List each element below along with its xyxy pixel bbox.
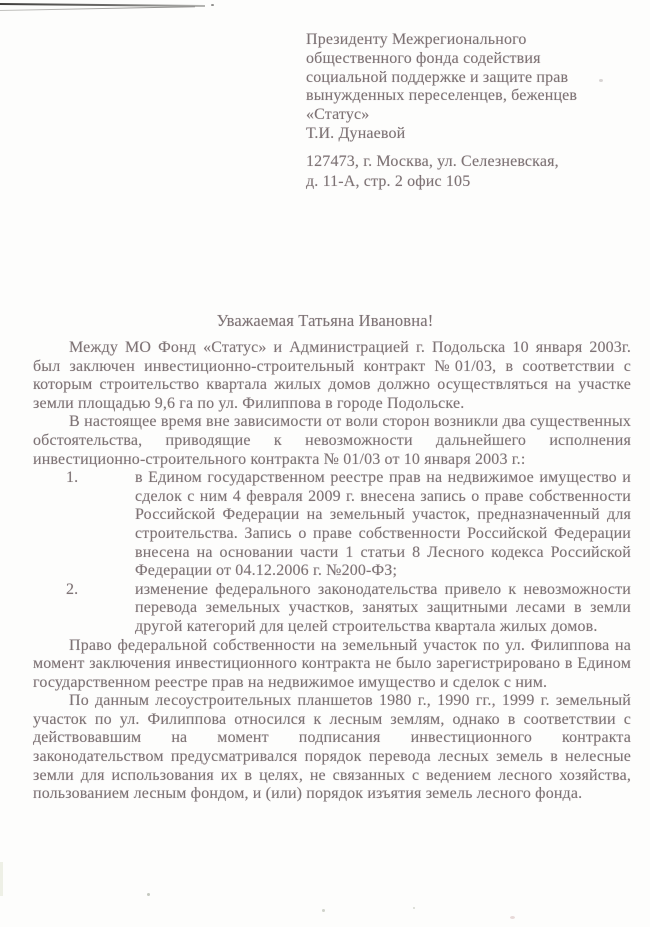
recipient-block (306, 31, 648, 144)
letter-body (33, 339, 631, 804)
recipient-line: общественного фонда содействия (306, 49, 541, 67)
scan-edge-tint (0, 862, 3, 896)
paragraph-forest-plans: По данным лесоустроительных планшетов 1980 г., 1990 гг., 1999 г. земельный участок по ул. Филиппова относился к лесным землям, однако в соответствии с действовавшим на момент подписания инвестиционного контракта законодательством предусматривался порядок перевода лесных земель в нелесные земли для использования их в целях, не связанных с ведением лесного хозяйства, пользованием лесным фондом, и (или) порядок изъятия земель лесного фонда. (33, 692, 631, 803)
list-item-2 (33, 581, 631, 637)
list-item-1 (33, 469, 631, 581)
recipient-line: Президенту Межрегионального (306, 31, 527, 48)
salutation: Уважаемая Татьяна Ивановна! (216, 311, 434, 330)
scan-speck (147, 893, 150, 896)
paragraph-federal-property: Право федеральной собственности на земельный участок по ул. Филиппова на момент заключения инвестиционного контракта не было зарегистрировано в Едином государственном реестре прав на недвижимое имущество и сделок с ним. (33, 636, 631, 691)
address-block (306, 152, 648, 191)
list-item-1-text: в Едином государственном реестре прав на недвижимое имущество и сделок с ним 4 февраля 2009 г. внесена запись о праве собственности Российской Федерации на земельный участок, предназначенный для строительства. Запись о праве собственности Российской Федерации внесена на основании части 1 статьи 8 Лесного кодекса Российской Федерации от 04.12.2006 г. №200-ФЗ; (135, 469, 631, 580)
address-line: д. 11-А, стр. 2 офис 105 (306, 172, 471, 190)
address-line: 127473, г. Москва, ул. Селезневская, (306, 153, 559, 170)
paragraph-contract-info: Между МО Фонд «Статус» и Администрацией г. Подольска 10 января 2003г. был заключен инвестиционно-строительный контракт №01/03, в соответствии с которым строительство квартала жилых домов должно осуществляться на участке земли площадью 9,6 га по ул. Филиппова в городе Подольске. (33, 339, 631, 412)
recipient-line: «Статус» (306, 106, 370, 124)
scan-speck (413, 907, 415, 909)
list-item-2-text: изменение федерального законодательства привело к невозможности перевода земельных участков, занятых защитными лесами в земли другой категорий для целей строительства квартала жилых домов. (135, 580, 631, 635)
recipient-line: Т.И. Дунаевой (306, 124, 406, 142)
list-item-1-number: 1. (66, 469, 79, 487)
scan-speck (211, 4, 214, 6)
scan-speck (322, 909, 325, 912)
paragraph-circumstances: В настоящее время вне зависимости от воли сторон возникли два существенных обстоятельства, приводящие к невозможности дальнейшего исполнения инвестиционно-строительного контракта № 01/03 от 10 января 2003 г.: (33, 413, 631, 468)
recipient-line: вынужденных переселенцев, беженцев (306, 87, 578, 105)
scan-artifact-line (0, 6, 195, 11)
list-item-2-number: 2. (66, 580, 79, 598)
scan-speck (510, 916, 515, 919)
recipient-line: социальной поддержке и защите прав (306, 68, 569, 86)
